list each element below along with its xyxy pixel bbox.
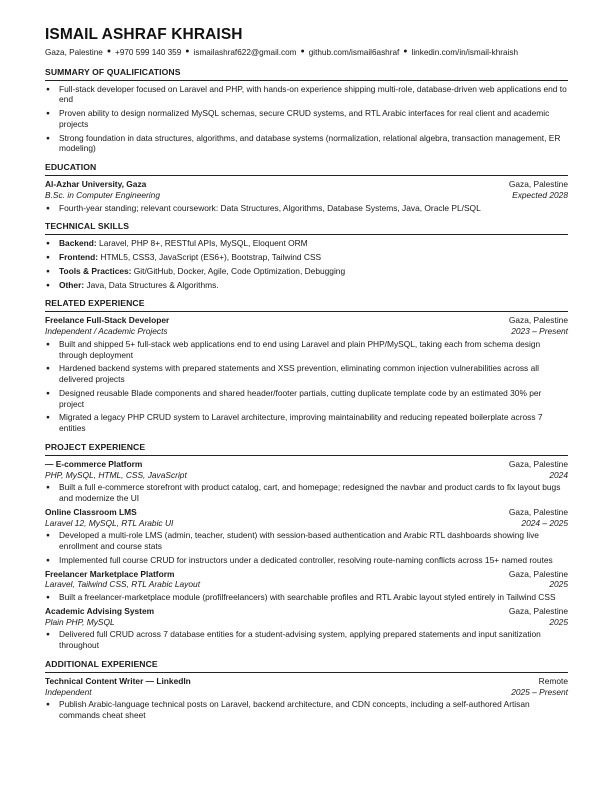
candidate-name: ISMAIL ASHRAF KHRAISH	[45, 26, 243, 43]
project-entry	[45, 459, 568, 504]
bullet-separator-icon: ●	[106, 47, 112, 55]
section-title: SUMMARY OF QUALIFICATIONS	[45, 67, 568, 81]
project-name: — E-commerce Platform	[45, 458, 143, 469]
skill-item	[45, 252, 568, 263]
skill-item	[45, 238, 568, 249]
contact-github[interactable]: github.com/ismail6ashraf	[308, 48, 400, 58]
organization: Independent / Academic Projects	[45, 326, 168, 337]
entry-location: Gaza, Palestine	[508, 179, 568, 190]
entry-location: Gaza, Palestine	[508, 506, 568, 517]
project-stack: Laravel, Tailwind CSS, RTL Arabic Layout	[45, 579, 201, 590]
list-item: ● Built a full e-commerce storefront with product catalog, cart, and homepage; redesigned the navbar and product cards to fix layout bugs and modernize the UI	[45, 482, 568, 504]
section-title: ADDITIONAL EXPERIENCE	[45, 659, 568, 673]
experience-entry	[45, 315, 568, 434]
bullet-separator-icon: ●	[185, 47, 190, 55]
section-title: RELATED EXPERIENCE	[45, 298, 568, 312]
project-entry	[45, 606, 568, 651]
additional-experience-section	[45, 659, 568, 721]
experience-entry	[45, 676, 568, 721]
list-item: ● Developed a multi-role LMS (admin, teacher, student) with session-based authentication and Arabic RTL dashboards showing live enrollment and course stats	[45, 530, 568, 552]
section-title: PROJECT EXPERIENCE	[45, 442, 568, 456]
entry-location: Gaza, Palestine	[508, 568, 568, 579]
contact-line	[45, 48, 568, 59]
list-item: ● Migrated a legacy PHP CRUD system to Laravel architecture, improving maintainability and reducing repeated boilerplate across 7 entities	[45, 412, 568, 434]
entry-date: 2024	[549, 469, 568, 480]
contact-location: Gaza, Palestine	[45, 48, 103, 58]
skill-value: HTML5, CSS3, JavaScript (ES6+), Bootstrap, Tailwind CSS	[100, 252, 322, 263]
contact-email[interactable]: ismailashraf622@gmail.com	[193, 48, 297, 58]
skill-item	[45, 266, 568, 277]
organization: Independent	[45, 686, 92, 697]
related-experience-section	[45, 298, 568, 434]
project-entry	[45, 507, 568, 566]
entry-date: 2025	[549, 616, 568, 627]
degree: B.Sc. in Computer Engineering	[45, 189, 160, 200]
list-item: ● Built and shipped 5+ full-stack web applications end to end using Laravel and plain PHP/MySQL, taking each from schema design through deployment	[45, 339, 568, 361]
list-item: ● Full-stack developer focused on Laravel and PHP, with hands-on experience shipping multi-role, database-driven web applications end to end	[45, 84, 568, 106]
project-name: Online Classroom LMS	[45, 506, 137, 517]
school-name: Al-Azhar University, Gaza	[45, 179, 147, 190]
skill-label: Tools & Practices:	[59, 265, 132, 276]
role-title: Freelance Full-Stack Developer	[45, 315, 170, 326]
project-stack: PHP, MySQL, HTML, CSS, JavaScript	[45, 469, 187, 480]
entry-date: 2025	[549, 579, 568, 590]
summary-section	[45, 67, 568, 155]
bullet-separator-icon: ●	[403, 47, 408, 55]
list-item: ● Designed reusable Blade components and shared header/footer partials, cutting duplicate template code by an estimated 30% per project	[45, 388, 568, 410]
summary-list	[45, 84, 568, 155]
skill-value: Git/GitHub, Docker, Agile, Code Optimization, Debugging	[133, 265, 346, 276]
list-item: ● Publish Arabic-language technical posts on Laravel, backend architecture, and CDN concepts, including a self-authored Artisan commands cheat sheet	[45, 699, 568, 721]
entry-date: 2023 – Present	[511, 326, 568, 337]
skill-item	[45, 280, 568, 291]
section-title: EDUCATION	[45, 162, 568, 176]
list-item: ● Strong foundation in data structures, algorithms, and database systems (normalization, relational algebra, transaction management, ER modeling)	[45, 133, 568, 155]
list-item: ● Built a freelancer-marketplace module (profilfreelancers) with searchable profiles and RTL Arabic layout styled entirely in Tailwind CSS	[45, 592, 568, 603]
entry-location: Gaza, Palestine	[508, 458, 568, 469]
project-name: Academic Advising System	[45, 605, 155, 616]
entry-date: Expected 2028	[512, 189, 568, 200]
role-title: Technical Content Writer — LinkedIn	[45, 675, 191, 686]
list-item: ● Proven ability to design normalized MySQL schemas, secure CRUD systems, and RTL Arabic interfaces for real client and academic projects	[45, 108, 568, 130]
project-stack: Plain PHP, MySQL	[45, 616, 115, 627]
skills-list	[45, 238, 568, 290]
project-name: Freelancer Marketplace Platform	[45, 568, 175, 579]
project-stack: Laravel 12, MySQL, RTL Arabic UI	[45, 517, 174, 528]
education-entry	[45, 179, 568, 213]
project-experience-section	[45, 442, 568, 651]
entry-location: Gaza, Palestine	[508, 605, 568, 616]
skill-label: Frontend:	[59, 252, 99, 263]
section-title: TECHNICAL SKILLS	[45, 221, 568, 235]
list-item: ● Hardened backend systems with prepared statements and XSS prevention, eliminating common injection vulnerabilities across all delivered projects	[45, 363, 568, 385]
entry-date: 2025 – Present	[511, 686, 568, 697]
education-section	[45, 162, 568, 213]
list-item: ● Fourth-year standing; relevant coursework: Data Structures, Algorithms, Database Systems, Java, Oracle PL/SQL	[45, 203, 568, 214]
list-item: ● Implemented full course CRUD for instructors under a dedicated controller, resolving route-naming conflicts across 15+ named routes	[45, 555, 568, 566]
skill-label: Other:	[59, 279, 85, 290]
contact-linkedin[interactable]: linkedin.com/in/ismail-khraish	[411, 48, 519, 58]
entry-location: Gaza, Palestine	[508, 315, 568, 326]
list-item: ● Delivered full CRUD across 7 database entities for a student-advising system, applying prepared statements and input sanitization throughout	[45, 629, 568, 651]
contact-phone[interactable]: +970 599 140 359	[115, 48, 182, 58]
skill-label: Backend:	[59, 238, 97, 249]
skill-value: Java, Data Structures & Algorithms.	[86, 279, 219, 290]
skill-value: Laravel, PHP 8+, RESTful APIs, MySQL, Eloquent ORM	[99, 238, 308, 249]
skills-section	[45, 221, 568, 290]
project-entry	[45, 569, 568, 603]
entry-date: 2024 – 2025	[521, 517, 568, 528]
bullet-separator-icon: ●	[300, 47, 305, 55]
entry-location: Remote	[538, 675, 568, 686]
